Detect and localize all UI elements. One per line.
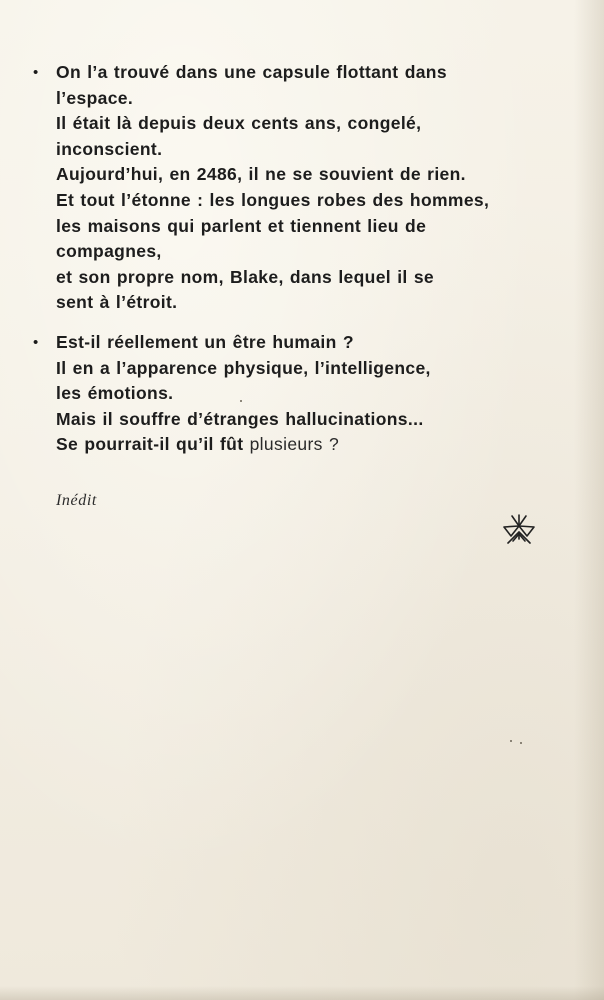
blurb-line: sent à l’étroit.	[56, 292, 178, 313]
blurb-line: compagnes,	[56, 241, 162, 262]
blurb-line: les maisons qui parlent et tiennent lieu de	[56, 215, 427, 236]
blurb-line: Mais il souffre d’étranges hallucinations...	[56, 408, 424, 429]
blurb-line: les émotions.	[56, 383, 174, 404]
bullet-icon: •	[33, 334, 39, 351]
blurb-line: inconscient.	[56, 138, 163, 159]
edition-note: Inédit	[56, 492, 97, 509]
blurb-line-start: Se pourrait-il qu’il fût	[56, 434, 244, 455]
blurb-line: On l’a trouvé dans une capsule flottant dans	[56, 62, 447, 82]
blurb-line: Il en a l’apparence physique, l’intelligence,	[56, 357, 431, 378]
stylized-star-of-open-books-icon	[500, 512, 538, 546]
blurb-line: Il était là depuis deux cents ans, congelé,	[56, 113, 422, 134]
blurb-line: Et tout l’étonne : les longues robes des hommes,	[56, 189, 490, 210]
bullet-icon: •	[33, 64, 39, 81]
blurb-line: Aujourd’hui, en 2486, il ne se souvient de rien.	[56, 164, 466, 185]
blurb-last-word: plusieurs ?	[249, 434, 340, 455]
blurb-line: Est-il réellement un être humain ?	[56, 332, 354, 352]
paper-speck	[510, 740, 512, 742]
blurb-paragraph-1	[33, 60, 556, 316]
blurb-paragraph-2	[33, 330, 556, 458]
paper-edge-shadow-right	[574, 0, 604, 1000]
paper-speck	[240, 400, 242, 402]
blurb-line: l’espace.	[56, 87, 134, 108]
blurb-line: et son propre nom, Blake, dans lequel il se	[56, 266, 435, 287]
paper-speck	[520, 742, 522, 744]
blurb-last-line	[56, 432, 556, 458]
paper-edge-shadow-bottom	[0, 986, 604, 1000]
